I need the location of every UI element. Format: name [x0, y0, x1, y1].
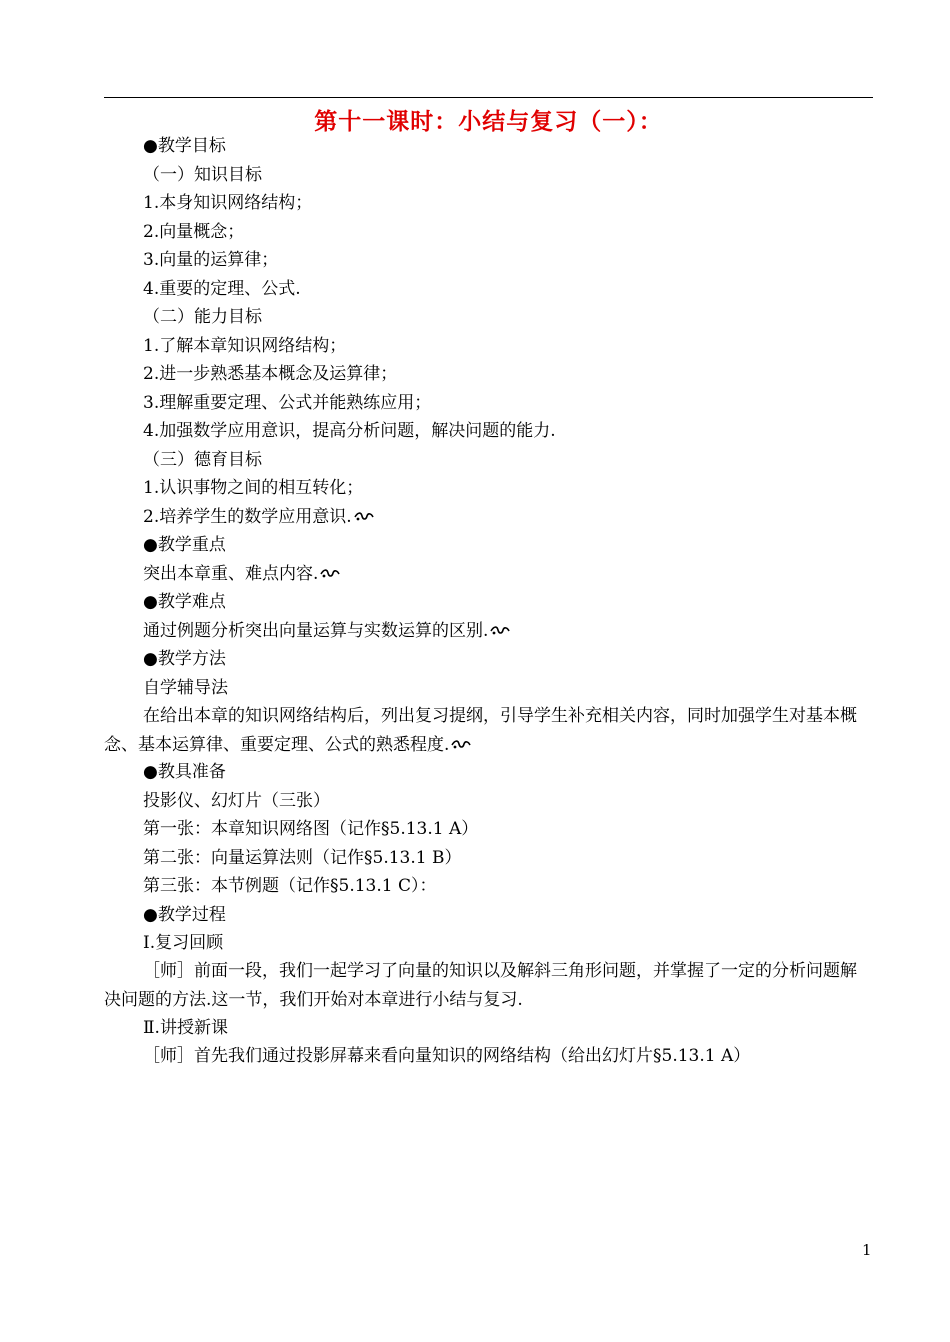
squiggle-icon	[490, 625, 510, 637]
list-item: 3.向量的运算律；	[143, 250, 279, 270]
method-paragraph-text: 在给出本章的知识网络结构后，列出复习提纲，引导学生补充相关内容，同时加强学生对基本概念、基本运算律、重要定理、公式的熟悉程度.	[104, 706, 857, 755]
squiggle-icon	[320, 568, 340, 580]
heading-teaching-method: ●教学方法	[143, 649, 226, 669]
focus-text	[143, 563, 340, 585]
subheading-knowledge-goals: （一）知识目标	[143, 165, 262, 185]
list-item: 2.进一步熟悉基本概念及运算律；	[143, 364, 398, 384]
method-text: 自学辅导法	[143, 678, 228, 698]
heading-teaching-goals: ●教学目标	[143, 136, 226, 156]
list-item: 4.重要的定理、公式.	[143, 279, 301, 299]
heading-teaching-process: ●教学过程	[143, 905, 226, 925]
slide-item: 第二张：向量运算法则（记作§5.13.1 B）	[143, 848, 462, 868]
difficulty-text-content: 通过例题分析突出向量运算与实数运算的区别.	[143, 621, 489, 641]
list-item: 1.了解本章知识网络结构；	[143, 336, 347, 356]
heading-teaching-aids: ●教具准备	[143, 762, 226, 782]
slide-item: 第一张：本章知识网络图（记作§5.13.1 A）	[143, 819, 479, 839]
aids-text: 投影仪、幻灯片（三张）	[143, 791, 330, 811]
page-number: 1	[862, 1241, 872, 1259]
review-paragraph: ［师］前面一段，我们一起学习了向量的知识以及解斜三角形问题，并掌握了一定的分析问题解决问题的方法.这一节，我们开始对本章进行小结与复习.	[104, 961, 857, 1010]
focus-text-content: 突出本章重、难点内容.	[143, 564, 319, 584]
list-item: 2.向量概念；	[143, 222, 245, 242]
heading-teaching-focus: ●教学重点	[143, 535, 226, 555]
list-item: 3.理解重要定理、公式并能熟练应用；	[143, 393, 432, 413]
document-title: 第十一课时：小结与复习（一）：	[314, 108, 663, 135]
header-rule	[104, 97, 873, 98]
list-item-text: 2.培养学生的数学应用意识.	[143, 507, 352, 527]
difficulty-text	[143, 620, 510, 642]
list-item: 4.加强数学应用意识，提高分析问题，解决问题的能力.	[143, 421, 556, 441]
method-paragraph	[104, 702, 873, 759]
heading-teaching-difficulty: ●教学难点	[143, 592, 226, 612]
list-item: 1.认识事物之间的相互转化；	[143, 478, 364, 498]
teacher-line: ［师］首先我们通过投影屏幕来看向量知识的网络结构（给出幻灯片§5.13.1 A）	[143, 1046, 751, 1066]
squiggle-icon	[451, 739, 471, 751]
slide-item: 第三张：本节例题（记作§5.13.1 C）：	[143, 876, 437, 896]
list-item: 1.本身知识网络结构；	[143, 193, 313, 213]
subheading-moral-goals: （三）德育目标	[143, 450, 262, 470]
section-new-lesson: Ⅱ.讲授新课	[143, 1018, 228, 1038]
subheading-ability-goals: （二）能力目标	[143, 307, 262, 327]
list-item	[143, 506, 374, 528]
section-review: Ⅰ.复习回顾	[143, 933, 224, 953]
squiggle-icon	[354, 511, 374, 523]
